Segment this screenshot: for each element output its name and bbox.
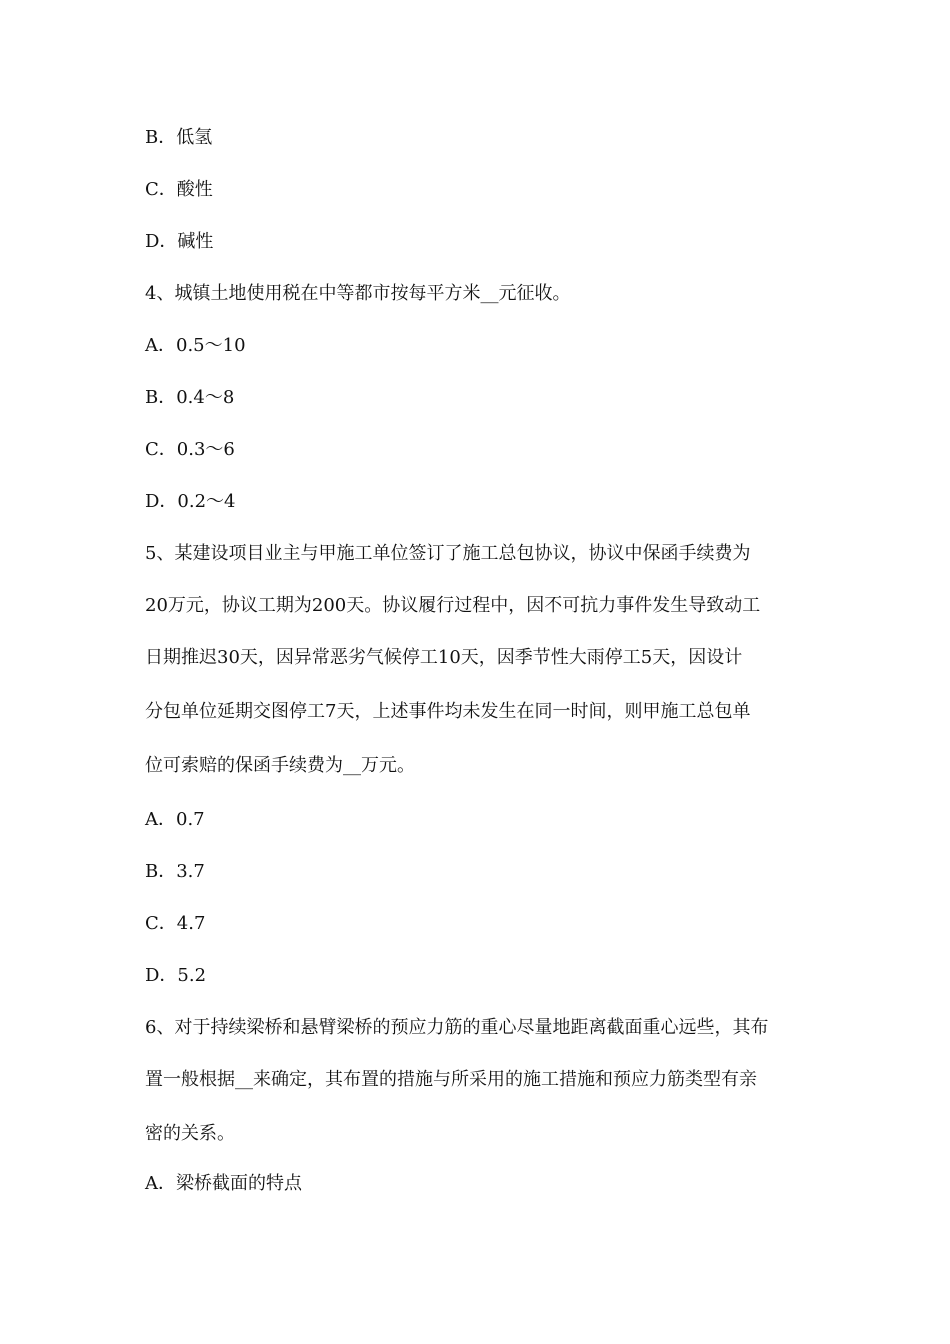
- question-5-text-line-3: 日期推迟30天，因异常恶劣气候停工10天，因季节性大雨停工5天，因设计: [145, 647, 743, 668]
- q5-option-a: A．0.7: [145, 809, 205, 830]
- option-c-line: C．酸性: [145, 179, 213, 200]
- q4-option-a: A．0.5～10: [145, 335, 246, 356]
- question-5-text-line-2: 20万元，协议工期为200天。协议履行过程中，因不可抗力事件发生导致动工: [145, 595, 761, 616]
- q5-option-c: C．4.7: [145, 913, 206, 934]
- question-6-text-line-2: 置一般根据__来确定，其布置的措施与所采用的施工措施和预应力筋类型有亲: [145, 1069, 757, 1090]
- question-6-text-line-1: 6、对于持续梁桥和悬臂梁桥的预应力筋的重心尽量地距离截面重心远些，其布: [145, 1017, 769, 1038]
- q4-option-b: B．0.4～8: [145, 387, 235, 408]
- question-4-text: 4、城镇土地使用税在中等都市按每平方米__元征收。: [145, 283, 571, 304]
- q5-option-b: B．3.7: [145, 861, 205, 882]
- q6-option-a: A．梁桥截面的特点: [145, 1173, 302, 1194]
- question-5-text-line-5: 位可索赔的保函手续费为__万元。: [145, 755, 415, 776]
- question-5-text-line-4: 分包单位延期交图停工7天，上述事件均未发生在同一时间，则甲施工总包单: [145, 701, 751, 722]
- q4-option-d: D．0.2～4: [145, 491, 236, 512]
- question-5-text-line-1: 5、某建设项目业主与甲施工单位签订了施工总包协议，协议中保函手续费为: [145, 543, 751, 564]
- q5-option-d: D．5.2: [145, 965, 207, 986]
- option-b-line: B．低氢: [145, 127, 213, 148]
- q4-option-c: C．0.3～6: [145, 439, 235, 460]
- option-d-line: D．碱性: [145, 231, 214, 252]
- question-6-text-line-3: 密的关系。: [145, 1123, 235, 1144]
